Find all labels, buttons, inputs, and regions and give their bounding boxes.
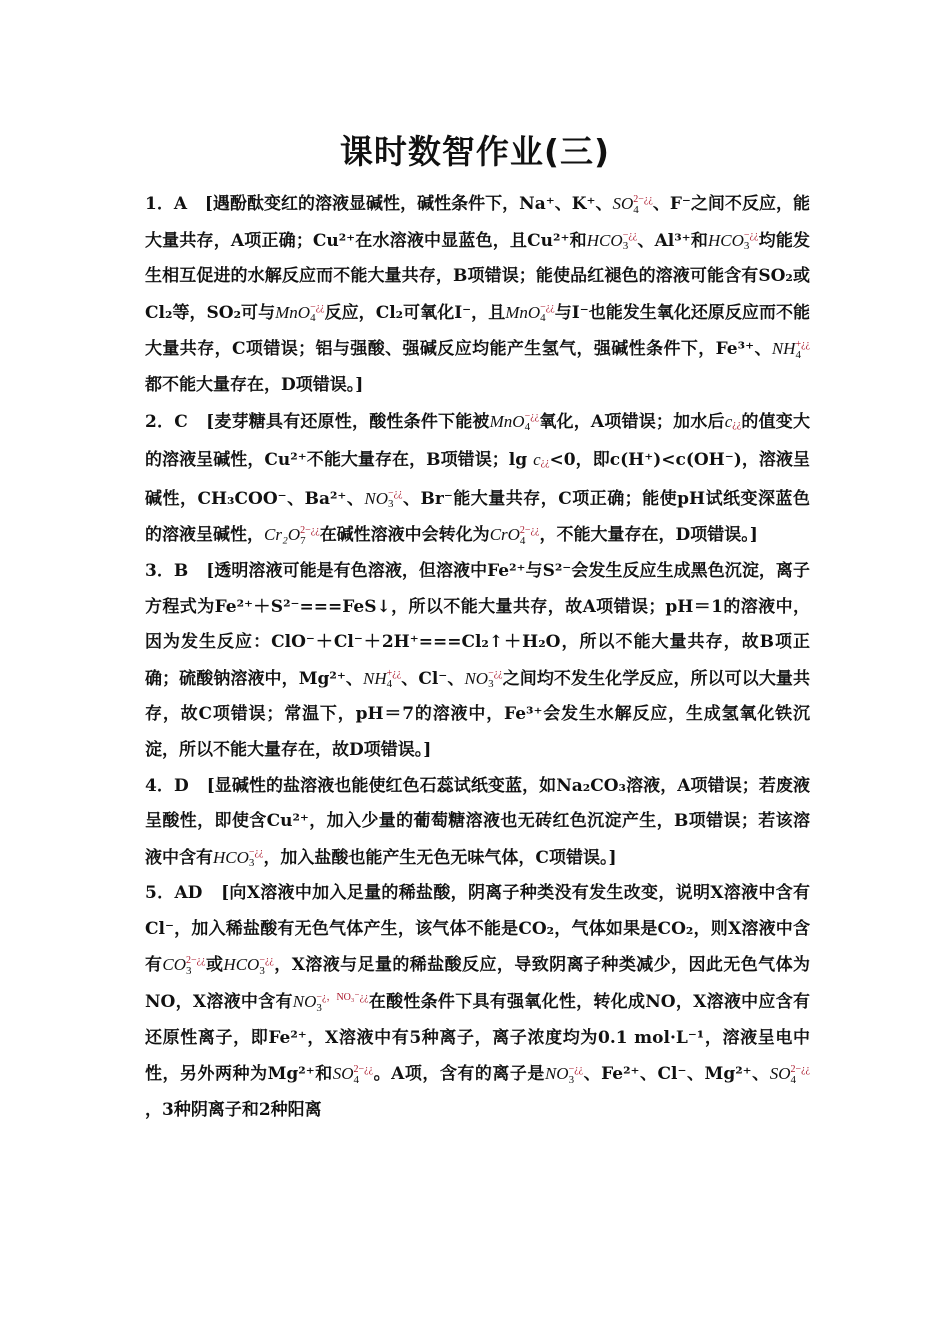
formula: NH+¿¿ 4 bbox=[771, 338, 810, 361]
answer-number: 1．A bbox=[145, 194, 188, 214]
formula: HCO−¿¿ 3 bbox=[213, 847, 264, 870]
answer-item-4: 4．D [显碱性的盐溶液也能使红色石蕊试纸变蓝，如Na₂CO₃溶液，A项错误；若废液呈酸性，即使含Cu²⁺，加入少量的葡萄糖溶液也无砖红色沉淀产生，B项错误；若该溶液中含有HCO−¿¿ 3 ，加入盐酸也能产生无色无味气体，C项错误。] bbox=[145, 775, 810, 870]
page-title: 课时数智作业(三) bbox=[339, 132, 611, 171]
answer-number: 2．C bbox=[145, 411, 188, 432]
answer-number: 4．D bbox=[145, 775, 189, 796]
formula: MnO−¿¿ 4 bbox=[489, 411, 540, 434]
answer-item-3: 3．B [透明溶液可能是有色溶液，但溶液中Fe²⁺与S²⁻会发生反应生成黑色沉淀，离子方程式为Fe²⁺＋S²⁻===FeS↓，所以不能大量共存，故A项错误；pH＝1的溶液中，因为发生反应：ClO⁻＋Cl⁻＋2H⁺===Cl₂↑＋H₂O，所以不能大量共存，故B项正确；硫酸钠溶液中，Mg²⁺、NH+¿¿ 4 、Cl⁻、NO−¿¿ 3 之间均不发生化学反应，所以可以大量共存，故C项错误；常温下，pH＝7的溶液中，Fe³⁺会发生水解反应，生成氢氧化铁沉淀，所以不能大量存在，故D项错误。] bbox=[145, 560, 811, 760]
formula: NO−¿¿ 3 bbox=[464, 668, 503, 691]
formula: CO2−¿¿ 3 bbox=[162, 955, 206, 978]
formula: MnO−¿¿ 4 bbox=[505, 302, 555, 325]
formula: MnO−¿¿ 4 bbox=[275, 302, 325, 325]
formula: c¿¿ bbox=[724, 411, 742, 431]
formula: NO−¿¿ 3 bbox=[544, 1063, 584, 1086]
answer-number: 5．AD bbox=[145, 883, 203, 904]
answer-item-2: 2．C [麦芽糖具有还原性，酸性条件下能被MnO−¿¿ 4 氧化，A项错误；加水后c¿¿的值变大的溶液呈碱性，Cu²⁺不能大量存在，B项错误；lg c¿¿<0，即c(H⁺)<c(OH⁻)，溶液呈碱性，CH₃COO⁻、Ba²⁺、NO−¿¿ 3 、Br⁻能大量共存，C项正确；能使pH试纸变深蓝色的溶液呈碱性，Cr₂O2−¿¿ 7 在碱性溶液中会转化为CrO2−¿¿ 4 ，不能大量存在，D项错误。] bbox=[145, 411, 810, 547]
formula: c¿¿ bbox=[533, 450, 550, 470]
answer-item-1: 1．A [遇酚酞变红的溶液显碱性，碱性条件下，Na⁺、K⁺、SO2−¿¿ 4 、F⁻之间不反应，能大量共存，A项正确；Cu²⁺在水溶液中显蓝色，且Cu²⁺和HCO−¿¿ 3 、Al³⁺和HCO−¿¿ 3 均能发生相互促进的水解反应而不能大量共存，B项错误；能使品红褪色的溶液可能含有SO₂或Cl₂等，SO₂可与MnO−¿¿ 4 反应，Cl₂可氧化I⁻，且MnO−¿¿ 4 与I⁻也能发生氧化还原反应而不能大量共存，C项错误；铝与强酸、强碱反应均能产生氢气，强碱性条件下，Fe³⁺、NH+¿¿ 4都不能大量存在，D项错误。] bbox=[145, 193, 810, 395]
formula: HCO−¿¿ 3 bbox=[708, 230, 759, 253]
formula: HCO−¿¿ 3 bbox=[586, 230, 638, 253]
formula: NO−¿，NO₃⁻¿¿ 3 bbox=[292, 991, 369, 1014]
formula: NH+¿¿ 4 bbox=[363, 668, 402, 691]
answer-number: 3．B bbox=[145, 560, 189, 581]
formula: SO2−¿¿ 4 bbox=[612, 193, 653, 216]
formula: CrO2−¿¿ 4 bbox=[489, 524, 540, 547]
formula: Cr₂O2−¿¿ 7 bbox=[264, 524, 320, 547]
formula: SO2−¿¿ 4 bbox=[769, 1063, 810, 1086]
answer-list bbox=[145, 186, 810, 1128]
answer-item-5: 5．AD [向X溶液中加入足量的稀盐酸，阴离子种类没有发生改变，说明X溶液中含有Cl⁻，加入稀盐酸有无色气体产生，该气体不能是CO₂，气体如果是CO₂，则X溶液中含有CO2−¿¿ 3 或HCO−¿¿ 3 ，X溶液与足量的稀盐酸反应，导致阴离子种类减少，因此无色气体为NO，X溶液中含有NO−¿，NO₃⁻¿¿ 3 在酸性条件下具有强氧化性，转化成NO，X溶液中应含有还原性离子，即Fe²⁺，X溶液中有5种离子，离子浓度均为0.1 mol·L⁻¹，溶液呈电中性，另外两种为Mg²⁺和SO2−¿¿ 4 。A项，含有的离子是NO−¿¿ 3 、Fe²⁺、Cl⁻、Mg²⁺、SO2−¿¿ 4，3种阴离子和2种阳离 bbox=[145, 883, 811, 1120]
formula: SO2−¿¿ 4 bbox=[332, 1063, 374, 1086]
formula: NO−¿¿ 3 bbox=[364, 488, 403, 511]
formula: HCO−¿¿ 3 bbox=[223, 955, 274, 978]
